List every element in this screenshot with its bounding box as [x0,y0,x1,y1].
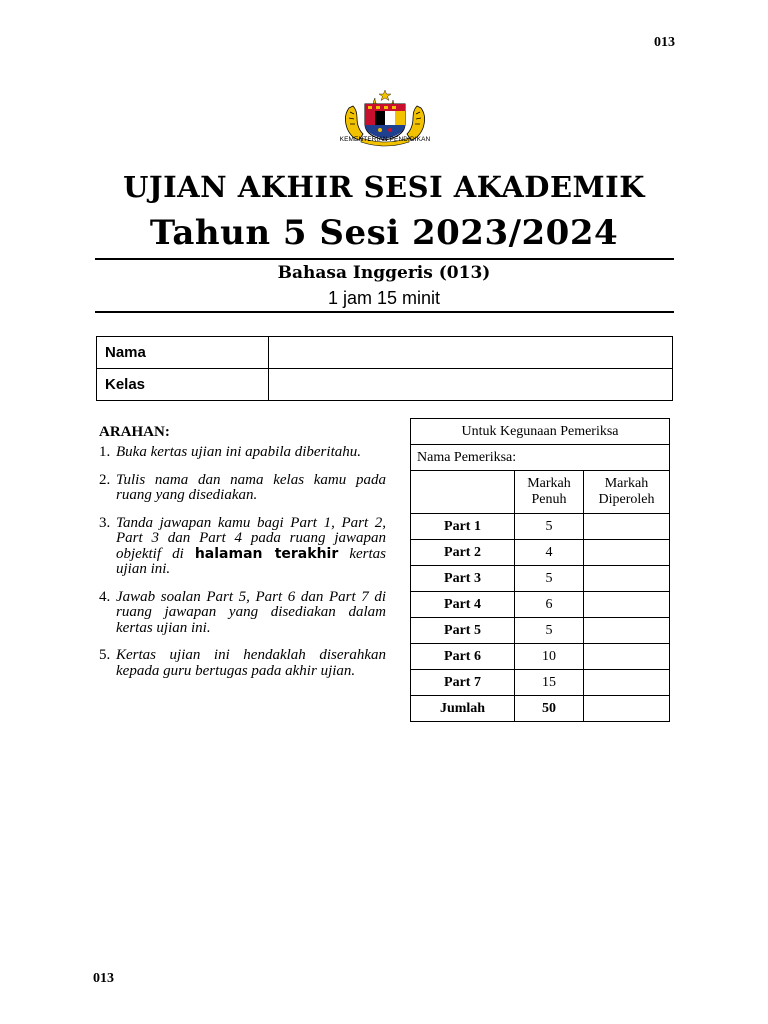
header-divider-bottom [95,311,674,313]
total-row [411,696,670,722]
part-label: Part 4 [411,592,515,618]
header-divider-top [95,258,674,260]
instruction-text: Kertas ujian ini hendaklah diserahkan kepada guru bertugas pada akhir ujian. [116,647,386,679]
instructions-list [99,445,386,679]
instruction-text: Tulis nama dan nama kelas kamu pada ruang yang disediakan. [116,471,386,503]
exam-year-session: Tahun 5 Sesi 2023/2024 [149,213,619,253]
crest-caption: KEMENTERIAN PENDIDIKAN [339,136,431,143]
table-row [411,592,670,618]
total-label: Jumlah [411,696,515,722]
obtained-marks-cell[interactable] [584,618,670,644]
instruction-number: 2. [99,471,111,488]
instruction-text-part: kertas ujian ini. [116,545,386,577]
paper-code-top: 013 [654,35,675,50]
full-marks-value: 6 [515,592,584,618]
full-marks-value: 5 [515,514,584,540]
instruction-text-part: Tanda jawapan kamu bagi Part 1, Part 2, Part 3 dan Part 4 pada ruang jawapan objektif di [116,514,386,562]
instruction-item [99,473,386,504]
table-row [411,618,670,644]
name-label: Nama [97,337,269,369]
part-label: Part 7 [411,670,515,696]
header-blank-cell [411,471,515,514]
marks-table-title-row [411,419,670,445]
exam-title: UJIAN AKHIR SESI AKADEMIK [123,170,645,204]
table-row [411,566,670,592]
obtained-marks-cell[interactable] [584,566,670,592]
obtained-marks-cell[interactable] [584,670,670,696]
instruction-number: 4. [99,588,111,605]
exam-duration: 1 jam 15 minit [327,288,441,308]
total-full-marks: 50 [515,696,584,722]
total-obtained-cell[interactable] [584,696,670,722]
table-row [411,670,670,696]
marks-table-title: Untuk Kegunaan Pemeriksa [411,419,670,445]
instruction-text: Jawab soalan Part 5, Part 6 dan Part 7 di ruang jawapan yang disediakan dalam kertas ujian ini. [116,588,386,636]
instruction-number: 3. [99,514,111,531]
name-field[interactable] [269,337,673,369]
table-row [411,514,670,540]
instruction-text: Buka kertas ujian ini apabila diberitahu. [116,444,361,460]
class-row [97,369,673,401]
instruction-item [99,516,386,578]
class-label: Kelas [97,369,269,401]
obtained-marks-cell[interactable] [584,592,670,618]
marks-header-row [411,471,670,514]
class-field[interactable] [269,369,673,401]
examiner-name-field[interactable]: Nama Pemeriksa: [411,445,670,471]
instruction-item [99,648,386,679]
full-marks-value: 10 [515,644,584,670]
instructions-heading: ARAHAN: [99,424,170,440]
instruction-number: 5. [99,647,111,663]
full-marks-value: 4 [515,540,584,566]
full-marks-value: 5 [515,618,584,644]
col-full-marks: Markah Penuh [515,471,584,514]
obtained-marks-cell[interactable] [584,644,670,670]
part-label: Part 6 [411,644,515,670]
subject-title: Bahasa Inggeris (013) [277,263,491,283]
obtained-marks-cell[interactable] [584,540,670,566]
instruction-text [116,516,386,578]
instruction-emphasis: halaman terakhir [194,545,339,562]
part-label: Part 2 [411,540,515,566]
obtained-marks-cell[interactable] [584,514,670,540]
table-row [411,644,670,670]
full-marks-value: 5 [515,566,584,592]
full-marks-value: 15 [515,670,584,696]
instruction-number: 1. [99,444,111,460]
instructions-section [99,424,386,691]
part-label: Part 1 [411,514,515,540]
instruction-item [99,445,386,461]
part-label: Part 3 [411,566,515,592]
col-obtained-marks: Markah Diperoleh [584,471,670,514]
student-identity-table [96,336,673,401]
table-row [411,540,670,566]
examiner-name-row [411,445,670,471]
examiner-marks-table [410,418,670,722]
instruction-item [99,590,386,637]
paper-code-bottom: 013 [93,971,114,986]
part-label: Part 5 [411,618,515,644]
name-row [97,337,673,369]
